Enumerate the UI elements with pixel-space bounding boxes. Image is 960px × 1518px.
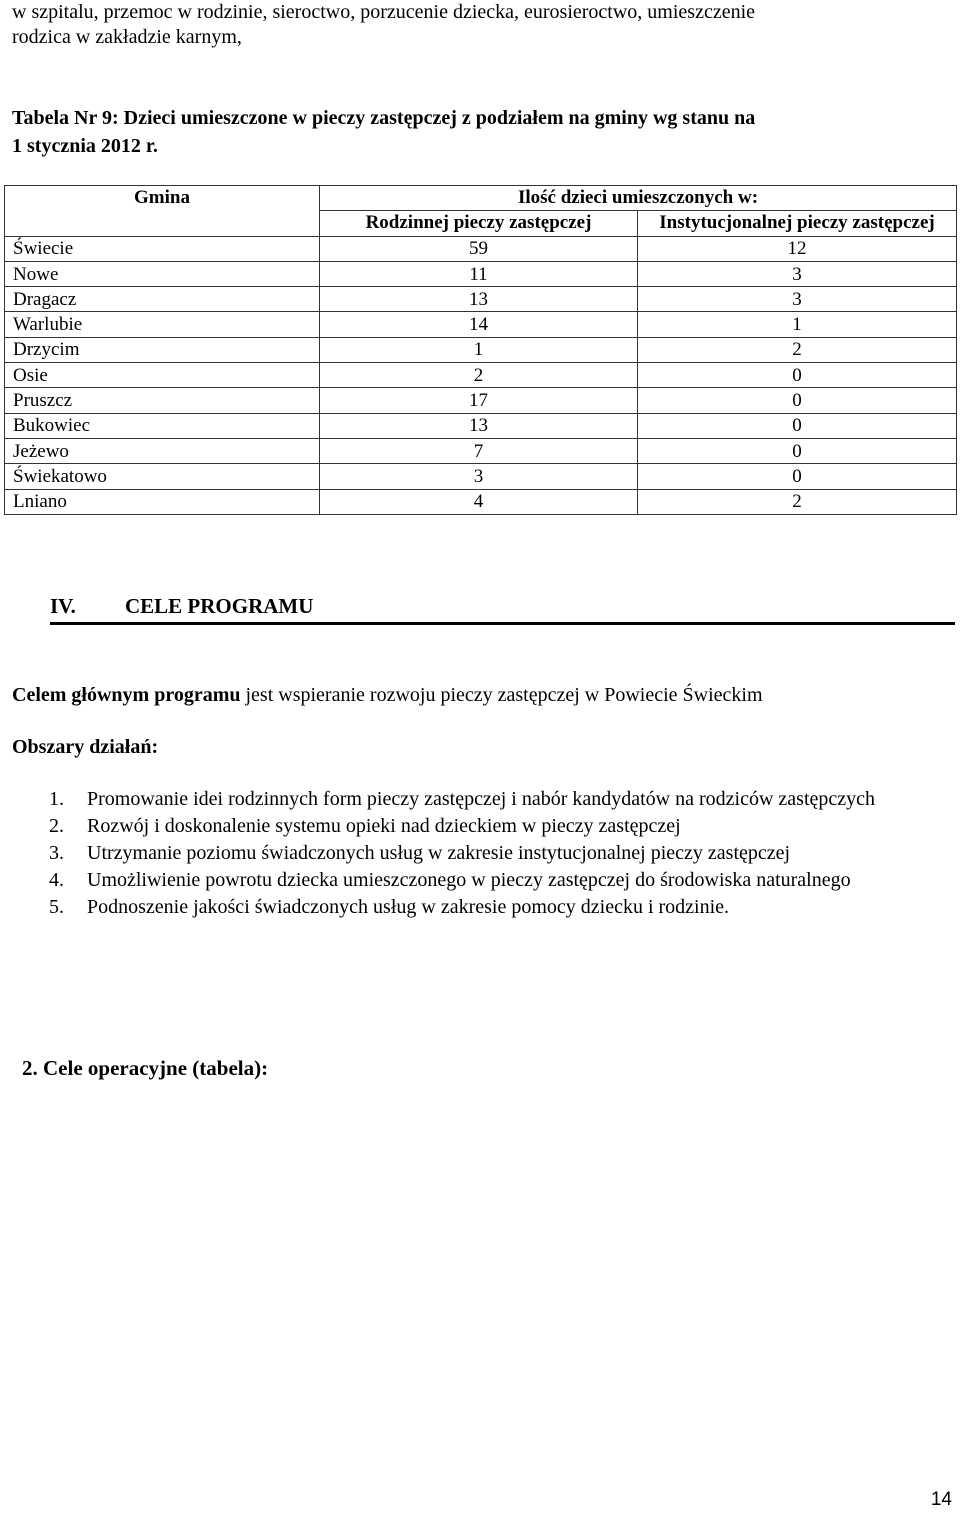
cell-rodzinna: 4 <box>320 489 638 514</box>
cell-rodzinna: 13 <box>320 287 638 312</box>
cell-gmina: Lniano <box>5 489 320 514</box>
table-row <box>5 337 957 362</box>
main-goal-text: jest wspieranie rozwoju pieczy zastępczej w Powiecie Świeckim <box>240 684 763 706</box>
intro-paragraph <box>12 0 952 50</box>
list-item-text: Umożliwienie powrotu dziecka umieszczonego w pieczy zastępczej do środowiska naturalnego <box>87 869 851 891</box>
cell-rodzinna: 17 <box>320 388 638 413</box>
cell-instytucjonalna: 0 <box>638 438 957 463</box>
cell-rodzinna: 13 <box>320 413 638 438</box>
cell-gmina: Bukowiec <box>5 413 320 438</box>
cell-rodzinna: 2 <box>320 363 638 388</box>
table-row <box>5 287 957 312</box>
table-row <box>5 464 957 489</box>
table-row <box>5 312 957 337</box>
header-rodzinna: Rodzinnej pieczy zastępczej <box>320 211 638 236</box>
children-by-commune-table <box>4 185 957 515</box>
list-item <box>12 894 942 921</box>
intro-line-1: w szpitalu, przemoc w rodzinie, sieroctwo, porzucenie dziecka, eurosieroctwo, umieszczenie <box>12 1 756 23</box>
cell-gmina: Dragacz <box>5 287 320 312</box>
header-instytucjonalna: Instytucjonalnej pieczy zastępczej <box>638 211 957 236</box>
list-item-text: Podnoszenie jakości świadczonych usług w zakresie pomocy dziecku i rodzinie. <box>87 896 730 918</box>
table-caption-line-2: 1 stycznia 2012 r. <box>12 135 158 157</box>
cell-gmina: Warlubie <box>5 312 320 337</box>
table-row <box>5 261 957 286</box>
cell-gmina: Nowe <box>5 261 320 286</box>
list-item-number: 2. <box>49 815 64 837</box>
cell-rodzinna: 7 <box>320 438 638 463</box>
header-group: Ilość dzieci umieszczonych w: <box>320 186 957 211</box>
table-header-row <box>5 186 957 211</box>
main-goal-label: Celem głównym programu <box>12 684 241 706</box>
cell-instytucjonalna: 0 <box>638 363 957 388</box>
page-number: 14 <box>930 1489 952 1510</box>
list-item-number: 5. <box>49 896 64 918</box>
operational-goals-heading: 2. Cele operacyjne (tabela): <box>22 1056 269 1080</box>
cell-gmina: Osie <box>5 363 320 388</box>
table-row <box>5 236 957 261</box>
table-body <box>5 236 957 514</box>
table-row <box>5 489 957 514</box>
cell-instytucjonalna: 0 <box>638 413 957 438</box>
cell-rodzinna: 59 <box>320 236 638 261</box>
table-row <box>5 413 957 438</box>
list-item <box>12 813 942 840</box>
main-goal-paragraph <box>12 681 952 709</box>
areas-heading: Obszary działań: <box>12 736 159 758</box>
section-title: CELE PROGRAMU <box>125 594 314 618</box>
table-row <box>5 363 957 388</box>
cell-instytucjonalna: 3 <box>638 261 957 286</box>
list-item-number: 3. <box>49 842 64 864</box>
cell-rodzinna: 3 <box>320 464 638 489</box>
table-row <box>5 388 957 413</box>
list-item-number: 1. <box>49 788 64 810</box>
areas-list <box>12 786 942 921</box>
list-item <box>12 867 942 894</box>
cell-gmina: Pruszcz <box>5 388 320 413</box>
cell-rodzinna: 1 <box>320 337 638 362</box>
cell-gmina: Jeżewo <box>5 438 320 463</box>
table-row <box>5 438 957 463</box>
intro-line-2: rodzica w zakładzie karnym, <box>12 26 242 48</box>
cell-rodzinna: 14 <box>320 312 638 337</box>
cell-gmina: Świekatowo <box>5 464 320 489</box>
table-caption <box>12 104 956 160</box>
list-item-number: 4. <box>49 869 64 891</box>
cell-instytucjonalna: 3 <box>638 287 957 312</box>
section-number: IV. <box>50 594 76 618</box>
cell-instytucjonalna: 1 <box>638 312 957 337</box>
list-item-text: Promowanie idei rodzinnych form pieczy zastępczej i nabór kandydatów na rodziców zastępczych <box>87 788 876 810</box>
list-item-text: Rozwój i doskonalenie systemu opieki nad dzieckiem w pieczy zastępczej <box>87 815 681 837</box>
table-caption-line-1: Tabela Nr 9: Dzieci umieszczone w pieczy zastępczej z podziałem na gminy wg stanu na <box>12 107 756 129</box>
cell-instytucjonalna: 2 <box>638 337 957 362</box>
list-item <box>12 840 942 867</box>
cell-instytucjonalna: 0 <box>638 388 957 413</box>
list-item-text: Utrzymanie poziomu świadczonych usług w zakresie instytucjonalnej pieczy zastępczej <box>87 842 791 864</box>
cell-gmina: Drzycim <box>5 337 320 362</box>
header-gmina: Gmina <box>5 186 320 237</box>
list-item <box>12 786 942 813</box>
cell-rodzinna: 11 <box>320 261 638 286</box>
cell-instytucjonalna: 0 <box>638 464 957 489</box>
section-heading <box>50 592 955 625</box>
cell-instytucjonalna: 12 <box>638 236 957 261</box>
cell-instytucjonalna: 2 <box>638 489 957 514</box>
cell-gmina: Świecie <box>5 236 320 261</box>
